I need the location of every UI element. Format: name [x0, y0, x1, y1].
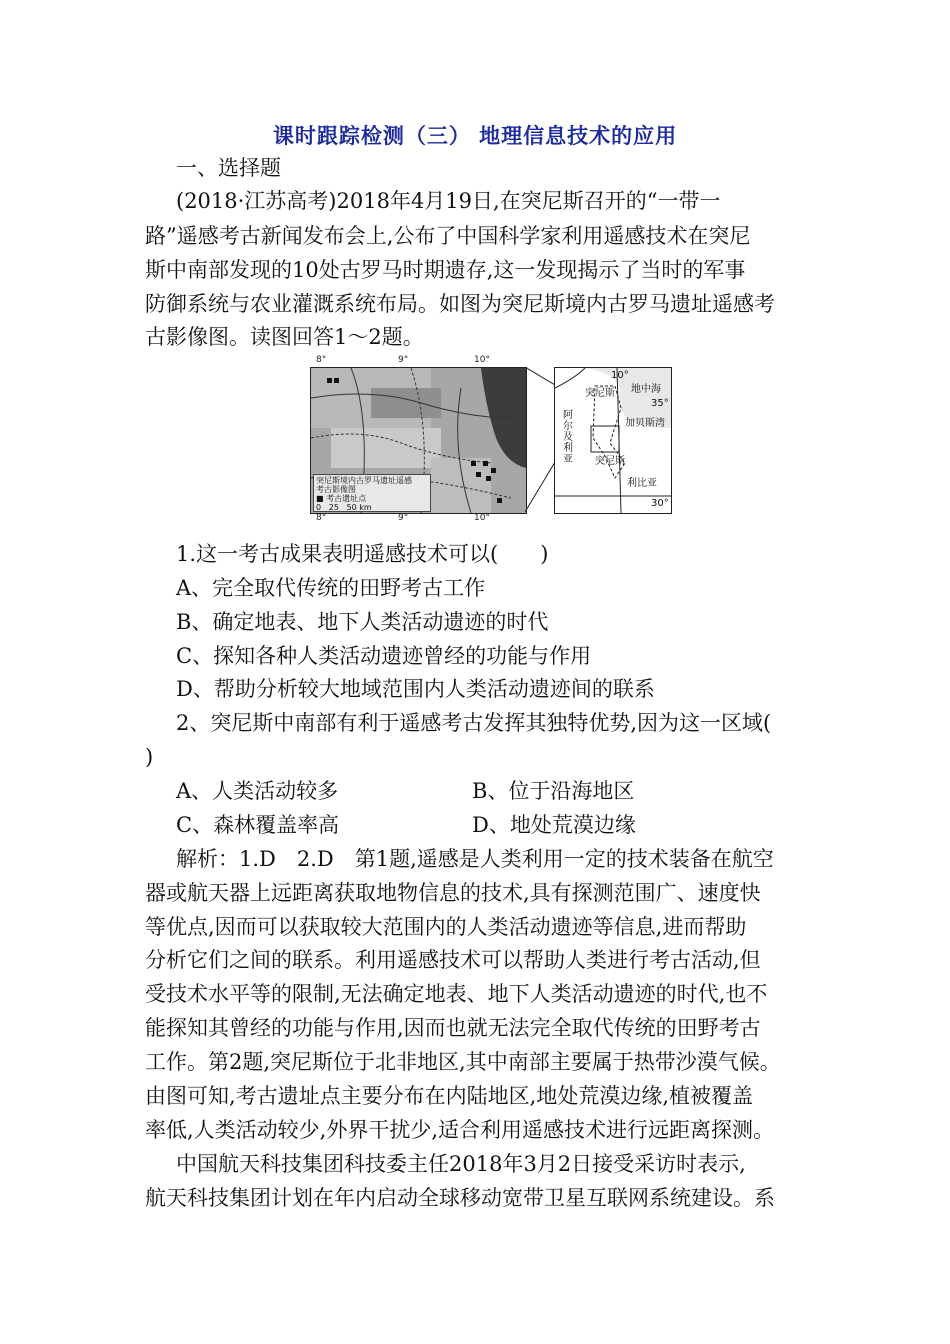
section-heading: 一、选择题	[176, 156, 281, 180]
intro-line: (2018·江苏高考)2018年4月19日,在突尼斯召开的“一带一	[176, 189, 721, 213]
question-2-option-c: C、森林覆盖率高	[176, 813, 340, 837]
legend-title: 考古影像图	[316, 485, 356, 494]
location-inset-map	[554, 367, 672, 514]
intro-line: 防御系统与农业灌溉系统布局。如图为突尼斯境内古罗马遗址遥感考	[145, 292, 775, 316]
satellite-map	[310, 367, 527, 514]
lon-tick: 8°	[316, 355, 327, 365]
question-1-option: B、确定地表、地下人类活动遗迹的时代	[176, 610, 549, 634]
site-marker	[491, 468, 496, 473]
lon-tick: 8°	[316, 513, 327, 523]
inset-sea: 地中海	[631, 384, 661, 395]
lon-tick: 10°	[474, 355, 490, 365]
zoom-connector	[525, 367, 555, 514]
question-2-option-a: A、人类活动较多	[176, 779, 339, 803]
analysis-line: 工作。第2题,突尼斯位于北非地区,其中南部主要属于热带沙漠气候。	[145, 1050, 781, 1074]
inset-lat35: 35°	[651, 398, 669, 409]
scale-bar: 0 25 50 km	[316, 503, 372, 512]
inset-algeria: 及	[563, 432, 573, 443]
inset-libya: 利比亚	[627, 478, 657, 489]
next-paragraph-line: 中国航天科技集团科技委主任2018年3月2日接受采访时表示,	[176, 1152, 746, 1176]
site-marker	[486, 476, 491, 481]
question-2-stem: 2、突尼斯中南部有利于遥感考古发挥其独特优势,因为这一区域(	[176, 711, 772, 735]
intro-line: 斯中南部发现的10处古罗马时期遗存,这一发现揭示了当时的军事	[145, 258, 746, 282]
analysis-line: 解析：1.D 2.D 第1题,遥感是人类利用一定的技术装备在航空	[176, 847, 774, 871]
site-marker	[476, 472, 481, 477]
inset-tunisia: 突尼斯	[595, 456, 625, 467]
analysis-line: 率低,人类活动较少,外界干扰少,适合利用遥感技术进行远距离探测。	[145, 1118, 775, 1142]
legend-title: 突尼斯境内古罗马遗址遥感	[316, 476, 412, 485]
next-paragraph-line: 航天科技集团计划在年内启动全球移动宽带卫星互联网系统建设。系	[145, 1186, 775, 1210]
question-1-option: A、完全取代传统的田野考古工作	[176, 576, 486, 600]
site-marker	[483, 461, 488, 466]
analysis-line: 受技术水平等的限制,无法确定地表、地下人类活动遗迹的时代,也不	[145, 982, 768, 1006]
inset-algeria: 利	[563, 443, 573, 454]
lon-tick: 9°	[398, 513, 409, 523]
inset-algeria: 亚	[563, 454, 573, 465]
inset-tunisia-top: 突尼斯	[585, 388, 615, 399]
question-1-option: C、探知各种人类活动遗迹曾经的功能与作用	[176, 644, 592, 668]
analysis-line: 等优点,因而可以获取较大范围内的人类活动遗迹等信息,进而帮助	[145, 915, 747, 939]
map-legend	[313, 474, 431, 512]
question-2-option-b: B、位于沿海地区	[472, 779, 635, 803]
question-1-option: D、帮助分析较大地域范围内人类活动遗迹间的联系	[176, 677, 655, 701]
page-title: 课时跟踪检测（三） 地理信息技术的应用	[272, 123, 678, 148]
inset-lat30: 30°	[651, 498, 669, 509]
inset-gabes: 加贝斯湾	[625, 418, 665, 429]
site-marker	[334, 378, 339, 383]
inset-lon: 10°	[611, 370, 629, 381]
question-2-stem: )	[145, 745, 154, 769]
site-marker	[471, 461, 476, 466]
analysis-line: 分析它们之间的联系。利用遥感技术可以帮助人类进行考古活动,但	[145, 948, 761, 972]
inset-algeria: 阿	[563, 410, 573, 421]
lon-tick: 9°	[398, 355, 409, 365]
question-2-option-d: D、地处荒漠边缘	[472, 813, 636, 837]
analysis-line: 器或航天器上远距离获取地物信息的技术,具有探测范围广、速度快	[145, 881, 761, 905]
remote-sensing-figure	[310, 355, 670, 525]
question-1-stem: 1.这一考古成果表明遥感技术可以( )	[176, 542, 549, 566]
intro-line: 路”遥感考古新闻发布会上,公布了中国科学家利用遥感技术在突尼	[145, 224, 751, 248]
inset-algeria: 尔	[563, 421, 573, 432]
lon-tick: 10°	[474, 513, 490, 523]
legend-item: ■ 考古遗址点	[316, 494, 367, 503]
analysis-line: 由图可知,考古遗址点主要分布在内陆地区,地处荒漠边缘,植被覆盖	[145, 1084, 754, 1108]
site-marker	[327, 378, 332, 383]
site-marker	[497, 498, 502, 503]
intro-line: 古影像图。读图回答1～2题。	[145, 325, 424, 349]
analysis-line: 能探知其曾经的功能与作用,因而也就无法完全取代传统的田野考古	[145, 1016, 761, 1040]
